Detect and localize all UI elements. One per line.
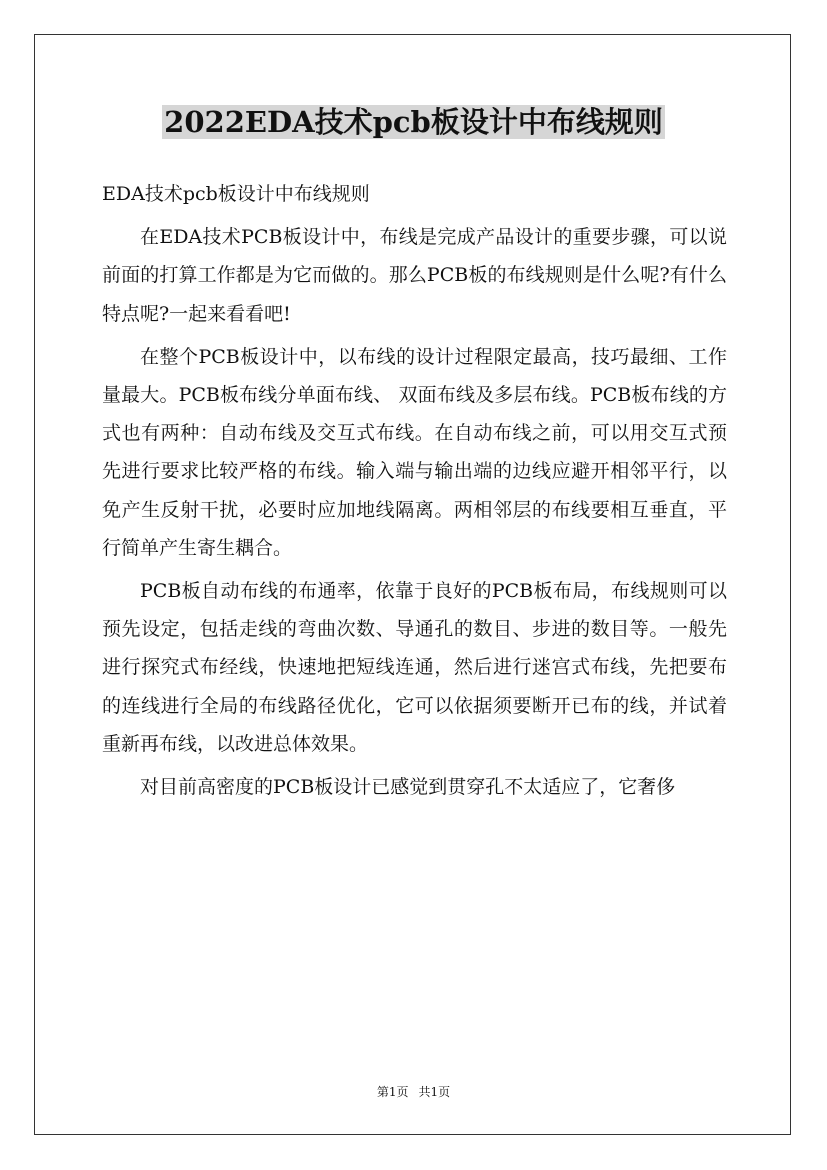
page-footer [0, 1084, 827, 1100]
document-subtitle: EDA技术pcb板设计中布线规则 [102, 183, 370, 205]
paragraph-3: PCB板自动布线的布通率，依靠于良好的PCB板布局，布线规则可以预先设定，包括走线的弯曲次数、导通孔的数目、步进的数目等。一般先进行探究式布经线，快速地把短线连通，然后进行迷宫式布线，先把要布的连线进行全局的布线路径优化，它可以依据须要断开已布的线，并试着重新再布线，以改进总体效果。 [102, 580, 727, 755]
paragraph-2: 在整个PCB板设计中，以布线的设计过程限定最高，技巧最细、工作量最大。PCB板布线分单面布线、 双面布线及多层布线。PCB板布线的方式也有两种：自动布线及交互式布线。在自动布线之前，可以用交互式预先进行要求比较严格的布线。输入端与输出端的边线应避开相邻平行，以免产生反射干扰，必要时应加地线隔离。两相邻层的布线要相互垂直，平行简单产生寄生耦合。 [102, 345, 727, 559]
document-title-text: 2022EDA技术pcb板设计中布线规则 [164, 105, 663, 139]
page-number: 第1页 [376, 1085, 409, 1099]
paragraph-1: 在EDA技术PCB板设计中，布线是完成产品设计的重要步骤，可以说前面的打算工作都是为它而做的。那么PCB板的布线规则是什么呢?有什么特点呢?一起来看看吧! [102, 226, 727, 325]
page-total: 共1页 [418, 1085, 451, 1099]
document-body [102, 175, 727, 811]
paragraph-4: 对目前高密度的PCB板设计已感觉到贯穿孔不太适应了，它奢侈 [140, 776, 676, 799]
document-title [0, 100, 827, 144]
